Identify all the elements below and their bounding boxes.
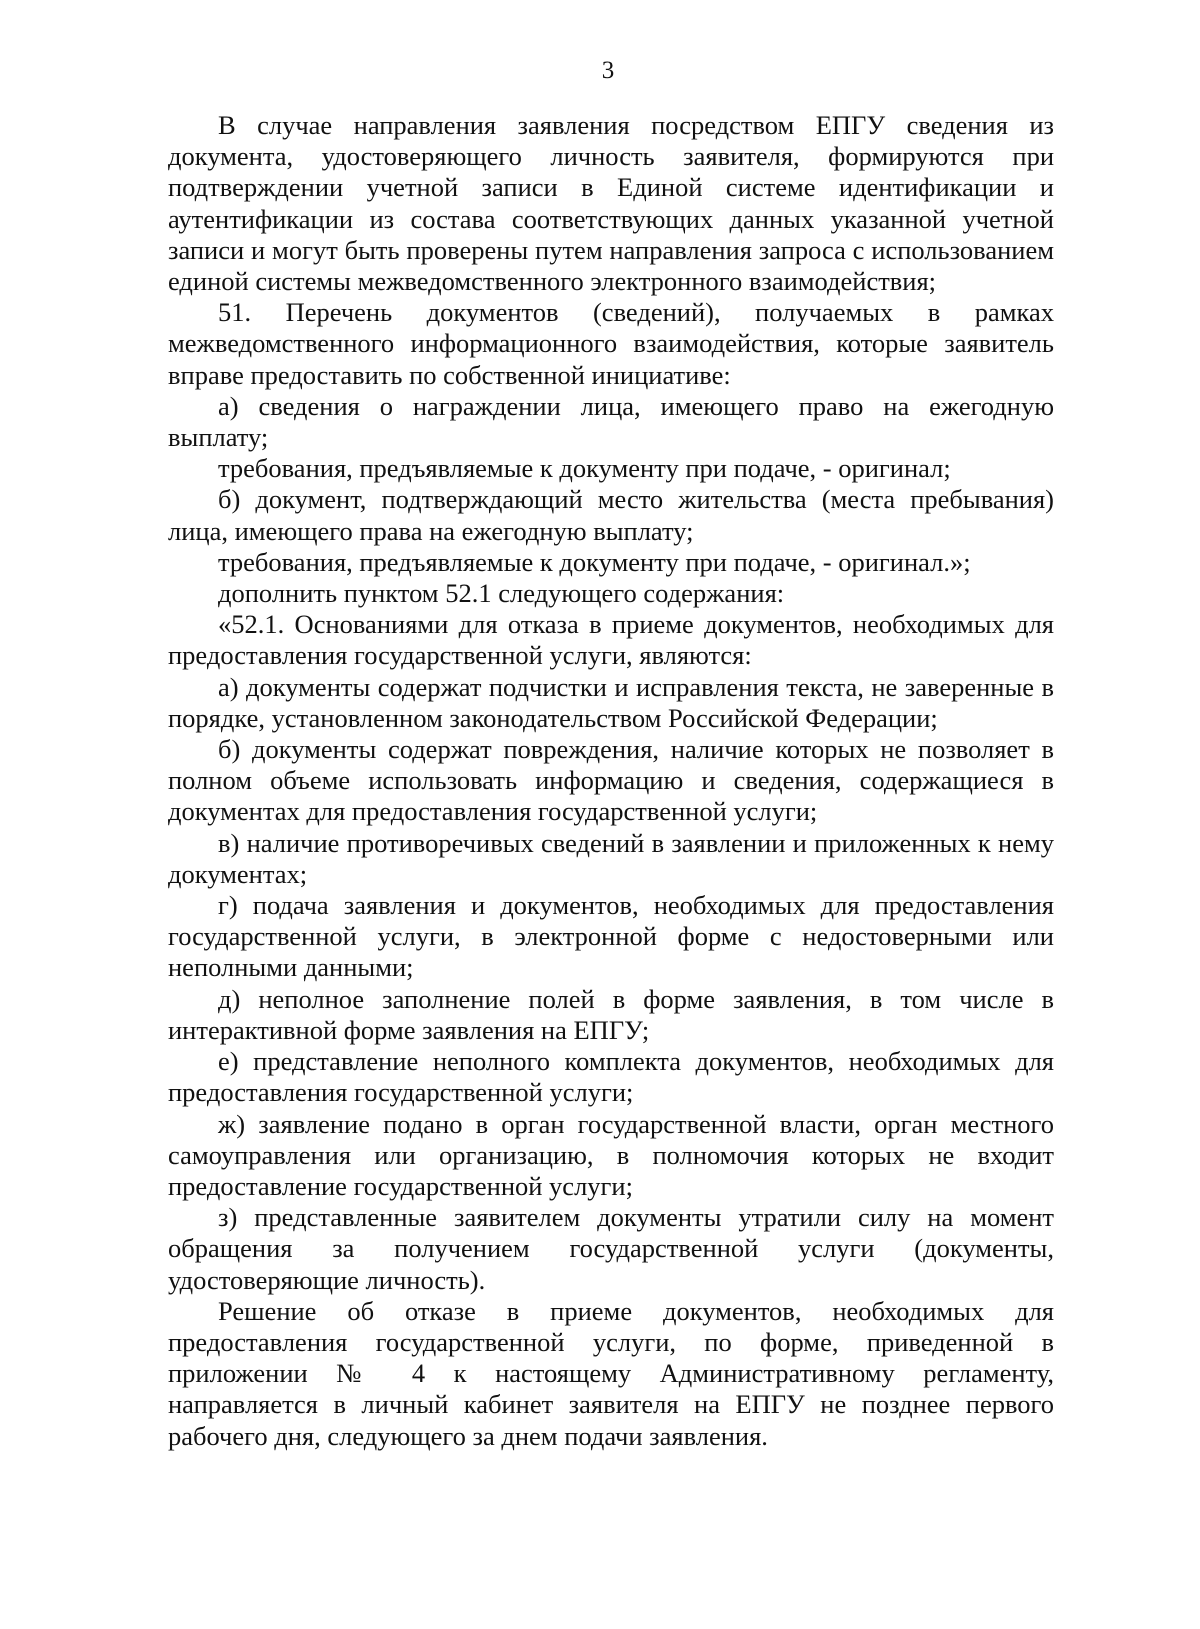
paragraph-51-b-requirements: требования, предъявляемые к документу при подаче, - оригинал.»; bbox=[218, 546, 971, 577]
paragraph-51-a: а) сведения о награждении лица, имеющего право на ежегодную выплату; bbox=[168, 390, 1054, 453]
paragraph-52-1-e: е) представление неполного комплекта документов, необходимых для предоставления государственной услуги; bbox=[168, 1046, 1054, 1108]
paragraph-item-52-1: «52.1. Основаниями для отказа в приеме документов, необходимых для предоставления государственной услуги, являются: bbox=[168, 609, 1054, 671]
paragraph-add-52-1: дополнить пунктом 52.1 следующего содержания: bbox=[218, 578, 785, 609]
paragraph-52-1-zh: ж) заявление подано в орган государственной власти, орган местного самоуправления или организацию, в полномочия которых не входит предоставление государственной услуги; bbox=[168, 1108, 1054, 1201]
paragraph-52-1-v: в) наличие противоречивых сведений в заявлении и приложенных к нему документах; bbox=[168, 827, 1054, 889]
paragraph-52-1-g: г) подача заявления и документов, необходимых для предоставления государственной услуги, в электронной форме с недостоверными или неполными данными; bbox=[168, 890, 1054, 983]
paragraph-52-1-a: а) документы содержат подчистки и исправления текста, не заверенные в порядке, установленном законодательством Российской Федерации; bbox=[168, 671, 1054, 733]
paragraph-51-a-requirements: требования, предъявляемые к документу при подаче, - оригинал; bbox=[218, 453, 951, 484]
paragraph-epgu-identification: В случае направления заявления посредством ЕПГУ сведения из документа, удостоверяющего личность заявителя, формируются при подтверждении учетной записи в Единой системе идентификации и аутентификации из состава соответствующих данных указанной учетной записи и могут быть проверены путем направления запроса с использованием единой системы межведомственного электронного взаимодействия; bbox=[168, 110, 1054, 297]
page-number: 3 bbox=[601, 57, 615, 84]
paragraph-item-51: 51. Перечень документов (сведений), получаемых в рамках межведомственного информационного взаимодействия, которые заявитель вправе предоставить по собственной инициативе: bbox=[168, 297, 1054, 390]
paragraph-52-1-b: б) документы содержат повреждения, наличие которых не позволяет в полном объеме использовать информацию и сведения, содержащиеся в документах для предоставления государственной услуги; bbox=[168, 734, 1054, 827]
document-body bbox=[168, 110, 1054, 1452]
paragraph-52-1-z: з) представленные заявителем документы утратили силу на момент обращения за получением государственной услуги (документы, удостоверяющие личность). bbox=[168, 1202, 1054, 1295]
paragraph-51-b: б) документ, подтверждающий место жительства (места пребывания) лица, имеющего права на ежегодную выплату; bbox=[168, 484, 1054, 546]
paragraph-52-1-d: д) неполное заполнение полей в форме заявления, в том числе в интерактивной форме заявления на ЕПГУ; bbox=[168, 983, 1054, 1045]
paragraph-refusal-decision: Решение об отказе в приеме документов, необходимых для предоставления государственной услуги, по форме, приведенной в приложении № 4 к настоящему Административному регламенту, направляется в личный кабинет заявителя на ЕПГУ не позднее первого рабочего дня, следующего за днем подачи заявления. bbox=[168, 1295, 1054, 1451]
